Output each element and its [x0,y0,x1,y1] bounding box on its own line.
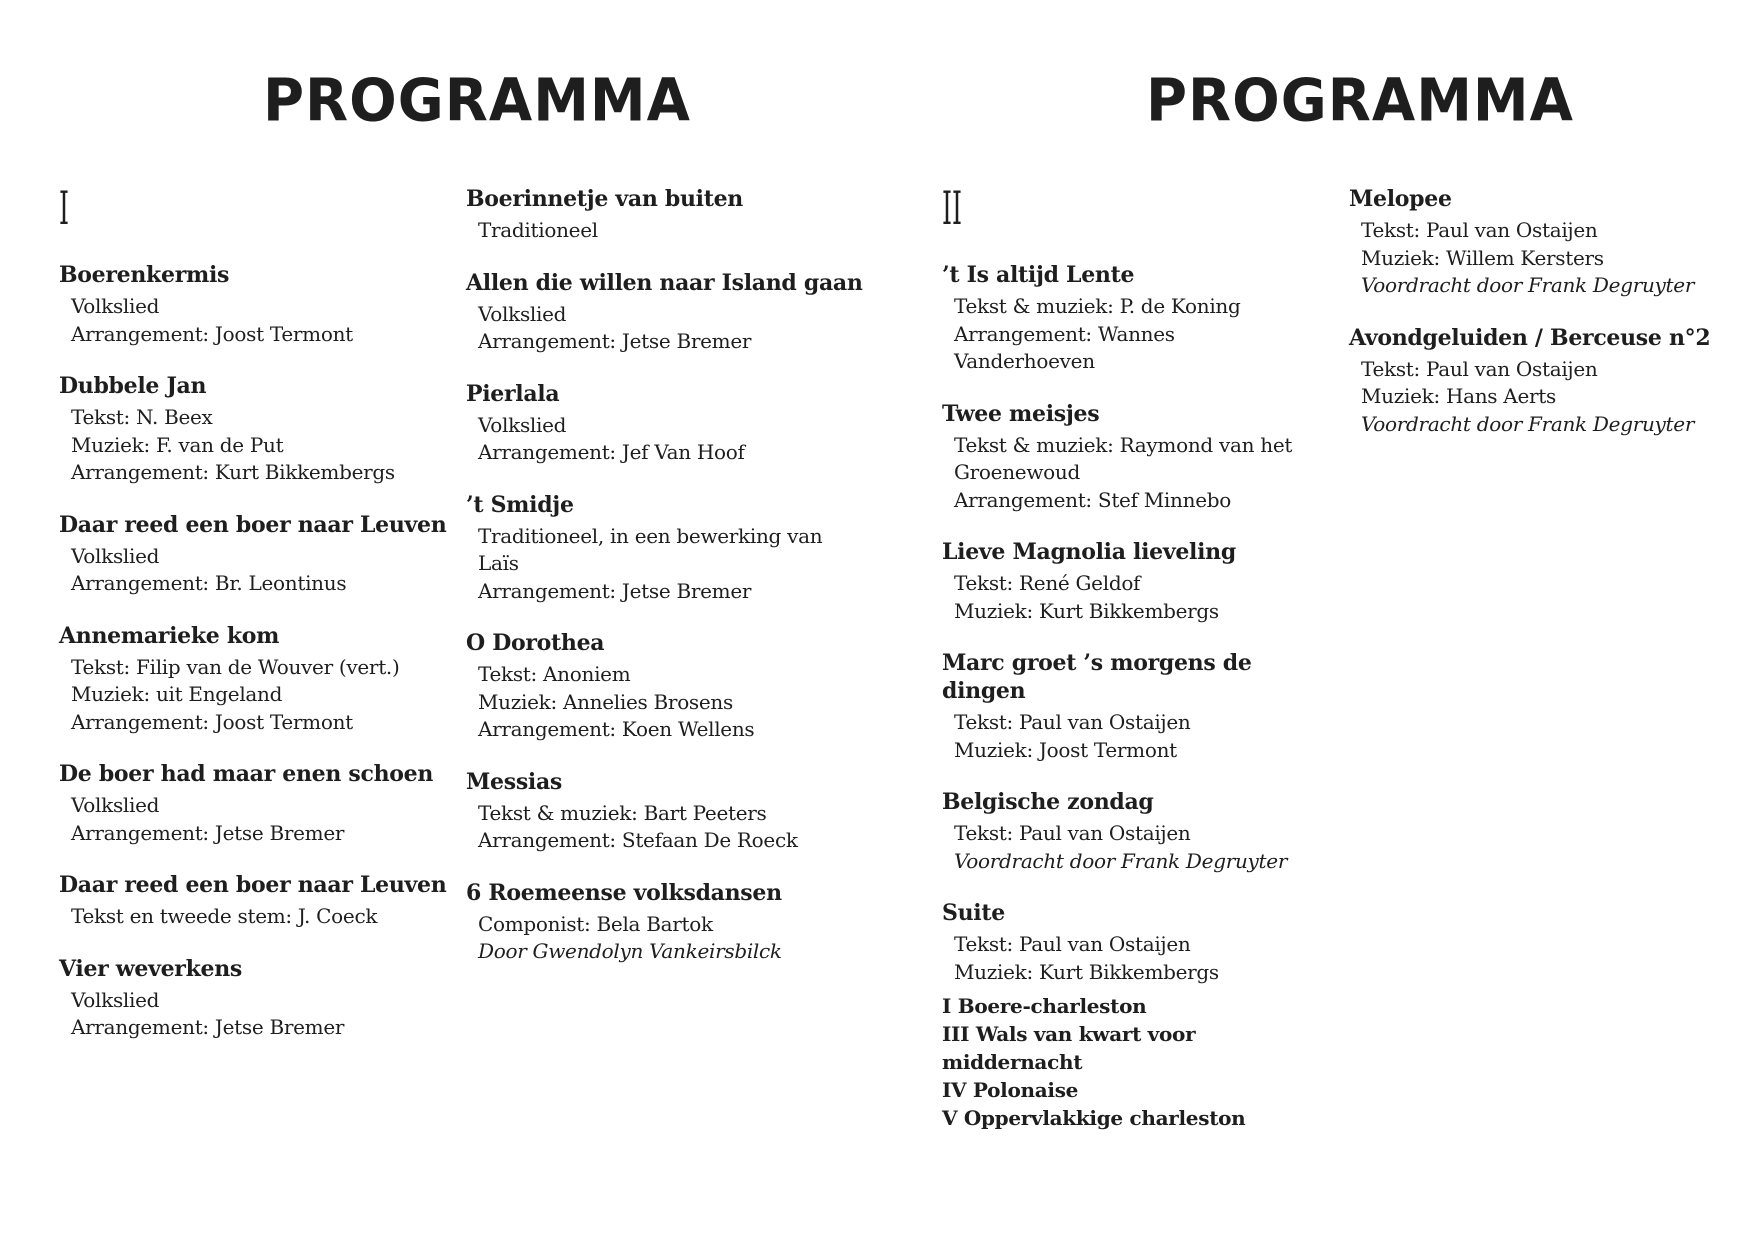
programme-item [1349,185,1749,300]
piece-credit: Tekst: N. Beex [71,405,213,429]
piece-credit: Tekst: René Geldof [954,571,1141,595]
piece-credit: Traditioneel, in een bewerking van [478,523,823,548]
piece-credit: Componist: Bela Bartok [478,911,713,936]
piece-credit: Volkslied [71,793,160,817]
piece-credit: Muziek: Annelies Brosens [478,689,733,714]
piece-title: Marc groet ’s morgens de dingen [942,650,1252,704]
piece-credit: Arrangement: Kurt Bikkembergs [71,460,395,484]
suite-movement: I Boere-charleston [942,994,1147,1018]
right-page-column-2 [1349,185,1749,462]
programme-item [59,261,459,348]
piece-credit: Arrangement: Wannes [954,321,1175,346]
piece-credit: Tekst & muziek: P. de Koning [954,294,1241,318]
piece-credit: Traditioneel [478,218,598,242]
suite-movement: IV Polonaise [942,1078,1079,1102]
piece-credit: Arrangement: Jetse Bremer [478,329,752,353]
piece-credit: Arrangement: Jetse Bremer [478,578,752,603]
piece-title: Boerinnetje van buiten [466,186,743,212]
piece-title: Pierlala [466,380,560,407]
piece-credit: Arrangement: Joost Termont [71,709,353,734]
piece-credit: Laïs [478,551,519,575]
programme-item [466,768,866,855]
left-page-column-2 [466,185,866,990]
piece-title: Twee meisjes [942,400,1100,427]
piece-credit: Muziek: Joost Termont [954,737,1177,762]
piece-list [1349,185,1749,438]
piece-credit: Volkslied [478,412,567,437]
piece-list [466,185,866,966]
piece-credit: Volkslied [71,294,160,318]
programme-item [59,871,459,931]
piece-credit: Tekst en tweede stem: J. Coeck [71,904,378,928]
piece-title: ’t Is altijd Lente [942,262,1135,288]
piece-credit: Arrangement: Br. Leontinus [71,571,347,595]
piece-title: Suite [942,900,1005,926]
right-page-title: PROGRAMMA [1146,66,1574,135]
piece-credit: Volkslied [71,987,160,1012]
piece-credit: Tekst: Paul van Ostaijen [954,710,1191,734]
piece-credit: Arrangement: Jetse Bremer [71,1015,345,1039]
part-number-two: II [942,181,962,235]
programme-item [942,788,1342,875]
right-page-column-1 [942,181,1342,1132]
piece-title: Allen die willen naar Island gaan [466,269,863,296]
piece-title: Daar reed een boer naar Leuven [59,872,447,898]
piece-credit: Arrangement: Joost Termont [71,321,353,346]
piece-list [59,261,459,1042]
piece-credit: Muziek: Willem Kersters [1361,245,1604,270]
piece-title: O Dorothea [466,630,605,656]
piece-credit: Tekst: Paul van Ostaijen [954,932,1191,956]
piece-title: De boer had maar enen schoen [59,761,434,787]
piece-credit: Muziek: uit Engeland [71,682,283,706]
piece-credit: Volkslied [478,301,567,326]
piece-credit: Tekst: Paul van Ostaijen [1361,218,1598,242]
suite-movement: V Oppervlakkige charleston [942,1106,1246,1130]
piece-credit: Muziek: Kurt Bikkembergs [954,598,1219,623]
programme-item [942,261,1342,376]
piece-credit: Tekst: Paul van Ostaijen [954,821,1191,845]
programme-item [59,622,459,737]
piece-credit: Tekst: Anoniem [478,662,631,686]
piece-title: Belgische zondag [942,789,1154,815]
piece-credit: Tekst & muziek: Raymond van het [954,432,1293,457]
piece-credit: Tekst: Paul van Ostaijen [1361,356,1598,381]
programme-item [466,185,866,245]
piece-title: Messias [466,768,563,795]
piece-credit: Arrangement: Stef Minnebo [954,487,1231,512]
programme-item [466,380,866,467]
piece-title: Annemarieke kom [59,622,280,649]
performer-credit: Voordracht door Frank Degruyter [1361,411,1695,436]
programme-item [466,491,866,606]
piece-title: Dubbele Jan [59,373,207,399]
programme-item [466,269,866,356]
piece-credit: Muziek: Hans Aerts [1361,384,1556,408]
programme-item [59,955,459,1042]
programme-item [942,899,1342,986]
programme-item [942,649,1342,764]
programme-item [1349,324,1749,439]
piece-credit: Arrangement: Jetse Bremer [71,820,345,845]
piece-title: 6 Roemeense volksdansen [466,879,782,906]
piece-credit: Groenewoud [954,460,1080,484]
piece-title: Boerenkermis [59,262,230,288]
piece-title: Melopee [1349,186,1452,212]
performer-credit: Door Gwendolyn Vankeirsbilck [478,939,782,963]
programme-item [59,372,459,487]
piece-credit: Arrangement: Koen Wellens [478,717,755,741]
left-page-title: PROGRAMMA [263,66,691,135]
programme-item [59,511,459,598]
piece-credit: Muziek: Kurt Bikkembergs [954,959,1219,984]
piece-credit: Arrangement: Jef Van Hoof [478,440,745,464]
piece-title: Avondgeluiden / Berceuse n°2 [1349,324,1711,351]
performer-credit: Voordracht door Frank Degruyter [954,848,1288,873]
programme-item [466,629,866,744]
piece-credit: Arrangement: Stefaan De Roeck [478,828,798,852]
piece-credit: Volkslied [71,543,160,568]
piece-title: Daar reed een boer naar Leuven [59,511,447,538]
piece-credit: Muziek: F. van de Put [71,432,284,457]
performer-credit: Voordracht door Frank Degruyter [1361,273,1695,297]
suite-movements [942,992,1342,1132]
piece-title: Lieve Magnolia lieveling [942,539,1236,565]
piece-credit: Vanderhoeven [954,349,1095,373]
programme-item [466,879,866,966]
piece-credit: Tekst & muziek: Bart Peeters [478,800,767,825]
piece-title: Vier weverkens [59,955,243,982]
part-number-one: I [59,181,69,235]
piece-title: ’t Smidje [466,491,574,518]
suite-movement: III Wals van kwart voor middernacht [942,1022,1196,1074]
piece-list [942,261,1342,986]
programme-item [942,400,1342,515]
programme-item [942,538,1342,625]
programme-item [59,760,459,847]
piece-credit: Tekst: Filip van de Wouver (vert.) [71,654,400,679]
left-page-column-1 [59,181,459,1066]
